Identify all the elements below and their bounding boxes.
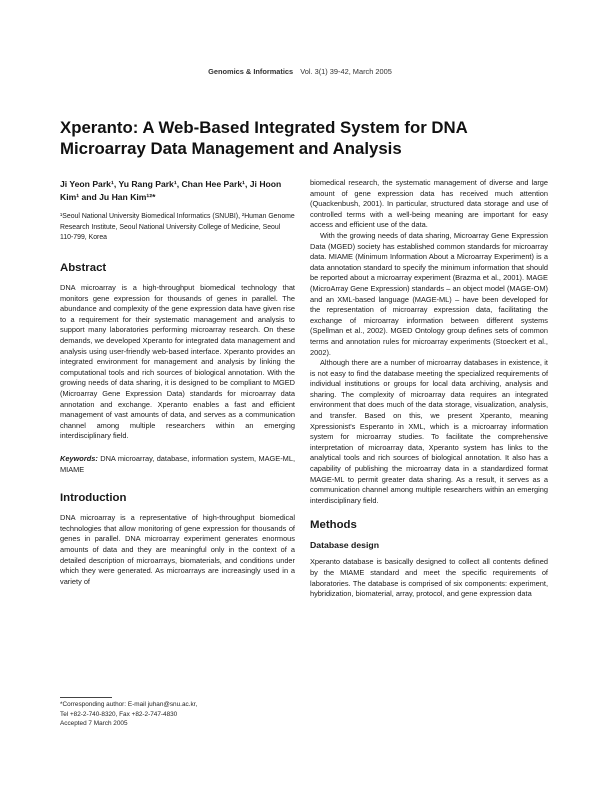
right-paragraph-3: Although there are a number of microarray databases in existence, it is not easy to find the database meeting the specialized requirements of individual institutions or groups for local data archiving, analysis and sharing. The complexity of microarray data requires an integrated environment that does much of the data storage, visualization, analysis, and transfer. Based on this, we present Xperanto, meaning Xpressionist's Esperanto in XML, which is a microarray information system for microarray studies. To facilitate the comprehensive interpretation of microarray data, Xperanto system has links to the analytical tools and rich sources of biological annotation. It also has a capability of publishing the microarray data in a standardized format MAGE-ML to permit greater data sharing. As a result, it serves as a communication channel among multiple researchers within an emerging interdisciplinary field. xyxy=(310,358,548,505)
introduction-heading: Introduction xyxy=(60,492,127,505)
right-paragraph-4: Xperanto database is basically designed to collect all contents defined by the MIAME standard and meet the specific requirements of laboratories. The database is comprised of six components: experiment, hybridization, biomaterial, array, protocol, and gene expression data xyxy=(310,557,548,599)
affiliation: ¹Seoul National University Biomedical Informatics (SNUBI), ²Human Genome Research Institute, Seoul National University College of Medicine, Seoul 110-799, Korea xyxy=(60,213,295,242)
right-column xyxy=(310,178,548,600)
footnote xyxy=(60,700,300,729)
footnote-accepted: Accepted 7 March 2005 xyxy=(60,720,128,728)
running-header xyxy=(0,67,600,76)
right-paragraph-1: biomedical research, the systematic management of diverse and large amount of gene expression data has received much attention (Quackenbush, 2001). In particular, structured data storage and use of controlled terms with a well-being meaning are important for easy access and efficient use of the data. xyxy=(310,178,548,230)
keywords xyxy=(60,454,295,475)
footnote-phone: Tel +82-2-740-8320, Fax +82-2-747-4830 xyxy=(60,710,178,718)
footnote-divider xyxy=(60,697,112,698)
footnote-contact: *Corresponding author: E-mail juhan@snu.ac.kr, xyxy=(60,701,198,708)
abstract-text: DNA microarray is a high-throughput biomedical technology that monitors gene expression for thousands of genes in parallel. The abundance and complexity of the gene expression data have given rise to a requirement for their systematic management and analysis to support many laboratories performing microarray research. On these demands, we developed Xperanto for integrated data management and analysis using user-friendly web-based interface. Xperanto provides an integrated environment for management and analysis by linking the computational tools and rich sources of biological annotation. With the growing needs of data sharing, it is designed to be compliant to MGED (Microarray Gene Expression Data) standards for microarray data annotation and exchange. Xperanto enables a fast and efficient management of vast amounts of data, and serves as a communication channel among multiple researchers within an emerging interdisciplinary field. xyxy=(60,283,295,441)
volume-info: Vol. 3(1) 39-42, March 2005 xyxy=(300,67,392,76)
paper-title: Xperanto: A Web-Based Integrated System for DNA Microarray Data Management and Analysis xyxy=(60,118,468,158)
database-design-heading: Database design xyxy=(310,540,380,551)
keywords-text: DNA microarray, database, information system, MAGE-ML, MIAME xyxy=(60,454,295,474)
author-list: Ji Yeon Park¹, Yu Rang Park¹, Chan Hee Park¹, Ji Hoon Kim¹ and Ju Han Kim¹²* xyxy=(60,179,282,202)
methods-heading: Methods xyxy=(310,519,357,532)
keywords-label: Keywords: xyxy=(60,454,98,464)
left-column xyxy=(60,178,295,587)
journal-name: Genomics & Informatics xyxy=(208,67,294,76)
right-paragraph-2: With the growing needs of data sharing, Microarray Gene Expression Data (MGED) society has established common standards for microarray data. MIAME (Minimum Information About a Microarray Experiment) is a data annotation standard to specify the minimum information that should be reported about a microarray experiment (Brazma et al., 2001). MAGE (MicroArray Gene Expression) standards – an object model (MAGE-OM) and an XML-based language (MAGE-ML) – have been developed for the representation of microarray expression data, facilitating the exchange of microarray information between different systems (Spellman et al., 2002). MGED Ontology group defines sets of common terms and annotation rules for microarray experiments (Stoeckert et al., 2002). xyxy=(310,230,548,357)
abstract-heading: Abstract xyxy=(60,262,107,275)
introduction-text: DNA microarray is a representative of high-throughput biomedical technologies that allow monitoring of gene expression for thousands of genes in parallel. DNA microarray experiment generates enormous amounts of data and they are meaningful only in the context of a detailed description of microarrays, biomaterials, and conditions under which they were generated. As microarrays are increasingly used in a variety of xyxy=(60,513,295,586)
